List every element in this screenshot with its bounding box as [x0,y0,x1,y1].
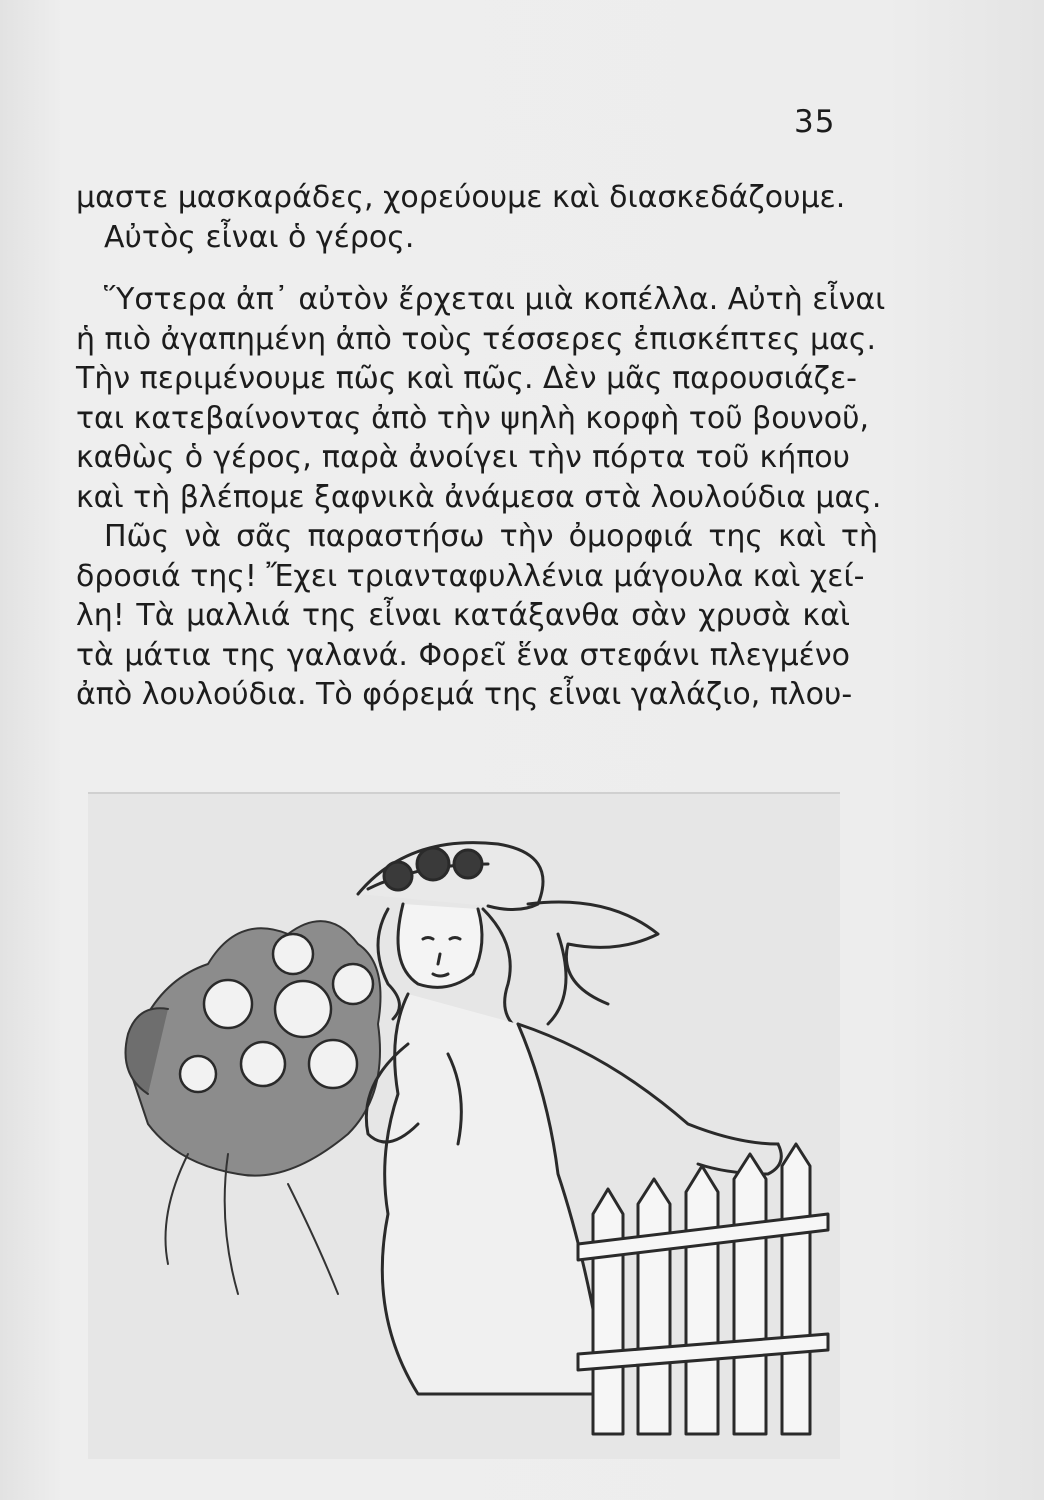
text-line-1: μαστε μασκαράδες, χορεύουμε καὶ διασκεδάζουμε. [76,180,846,215]
illustration-drawing [88,794,840,1459]
girl-at-garden-gate-illustration [88,792,840,1459]
text-line-6: ται κατεβαίνοντας ἀπὸ τὴν ψηλὴ κορφὴ τοῦ βουνοῦ, [76,400,869,436]
garden-gate [578,1144,828,1434]
page-number: 35 [794,104,836,140]
text-line-3: Ὕστερα ἀπ᾽ αὐτὸν ἔρχεται μιὰ κοπέλλα. Αὐτὴ εἶναι [104,282,886,317]
paragraph-gap [76,257,876,280]
text-line-12: τὰ μάτια της γαλανά. Φορεῖ ἕνα στεφάνι πλεγμένο [76,637,850,673]
text-line-10: δροσιά της! Ἔχει τριανταφυλλένια μάγουλα καὶ χεί- [76,558,865,594]
text-line-7: καθὼς ὁ γέρος, παρὰ ἀνοίγει τὴν πόρτα τοῦ κήπου [76,440,850,475]
text-line-11: λη! Τὰ μαλλιά της εἶναι κατάξανθα σὰν χρυσὰ καὶ [76,598,850,633]
text-line-5: Τὴν περιμένουμε πῶς καὶ πῶς. Δὲν μᾶς παρουσιάζε- [76,361,857,396]
text-line-4: ἡ πιὸ ἀγαπημένη ἀπὸ τοὺς τέσσερες ἐπισκέπτες μας. [76,321,877,357]
text-line-13: ἀπὸ λουλούδια. Τὸ φόρεμά της εἶναι γαλάζιο, πλου- [76,677,853,712]
body-text [76,178,886,715]
text-line-2: Αὐτὸς εἶναι ὁ γέρος. [104,219,415,255]
text-line-9: Πῶς νὰ σᾶς παραστήσω τὴν ὀμορφιά της καὶ τὴ [104,519,878,554]
text-line-8: καὶ τὴ βλέπομε ξαφνικὰ ἀνάμεσα στὰ λουλούδια μας. [76,479,882,515]
